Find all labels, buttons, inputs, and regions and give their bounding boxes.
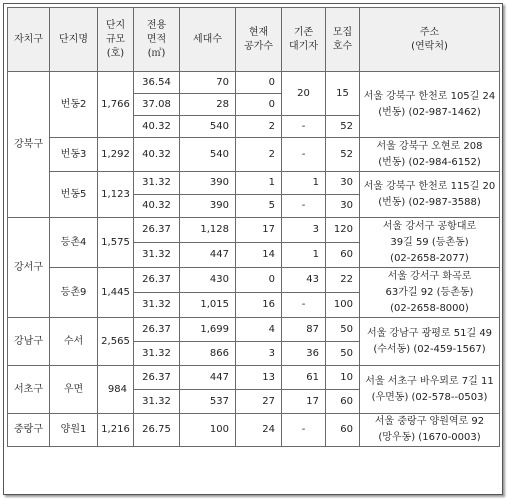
vacant-cell: 3 xyxy=(236,342,282,366)
households-cell: 28 xyxy=(180,94,236,116)
waiting-cell: 43 xyxy=(282,268,326,293)
address-cell: 서울 강북구 오현로 208 (번동) (02-984-6152) xyxy=(360,138,500,172)
area-cell: 40.32 xyxy=(134,116,180,138)
address-cell: 서울 강북구 한천로 105길 24 (번동) (02-987-1462) xyxy=(360,72,500,138)
recruit-cell: 60 xyxy=(326,243,360,268)
vacant-cell: 0 xyxy=(236,268,282,293)
address-cell: 서울 강남구 광평로 51길 49 (수서동) (02-459-1567) xyxy=(360,318,500,366)
recruit-cell: 100 xyxy=(326,293,360,318)
recruit-cell: 22 xyxy=(326,268,360,293)
households-cell: 447 xyxy=(180,243,236,268)
waiting-cell: 87 xyxy=(282,318,326,342)
header-recruit: 모집 호수 xyxy=(326,8,360,72)
households-cell: 866 xyxy=(180,342,236,366)
households-cell: 430 xyxy=(180,268,236,293)
address-cell: 서울 서초구 바우뫼로 7길 11 (우면동) (02-578--0503) xyxy=(360,366,500,414)
table-row xyxy=(8,366,500,390)
scale-cell: 1,766 xyxy=(98,72,134,138)
recruit-cell: 52 xyxy=(326,138,360,172)
complex-cell: 우면 xyxy=(50,366,98,414)
households-cell: 537 xyxy=(180,390,236,414)
households-cell: 1,699 xyxy=(180,318,236,342)
recruit-cell: 50 xyxy=(326,342,360,366)
table-row xyxy=(8,138,500,172)
waiting-cell: - xyxy=(282,138,326,172)
table-row xyxy=(8,268,500,293)
address-cell: 서울 강북구 한천로 115길 20 (번동) (02-987-3588) xyxy=(360,172,500,218)
recruit-cell: 52 xyxy=(326,116,360,138)
district-cell: 서초구 xyxy=(8,366,50,414)
housing-table xyxy=(7,7,500,447)
area-cell: 31.32 xyxy=(134,390,180,414)
recruit-cell: 30 xyxy=(326,195,360,218)
area-cell: 26.37 xyxy=(134,218,180,243)
households-cell: 540 xyxy=(180,138,236,172)
waiting-cell: 20 xyxy=(282,72,326,116)
scale-cell: 2,565 xyxy=(98,318,134,366)
waiting-cell: - xyxy=(282,293,326,318)
waiting-cell: - xyxy=(282,414,326,447)
table-row xyxy=(8,318,500,342)
vacant-cell: 4 xyxy=(236,318,282,342)
district-cell: 강북구 xyxy=(8,72,50,218)
vacant-cell: 17 xyxy=(236,218,282,243)
complex-cell: 수서 xyxy=(50,318,98,366)
vacant-cell: 14 xyxy=(236,243,282,268)
vacant-cell: 2 xyxy=(236,116,282,138)
households-cell: 390 xyxy=(180,195,236,218)
area-cell: 40.32 xyxy=(134,138,180,172)
households-cell: 70 xyxy=(180,72,236,94)
households-cell: 390 xyxy=(180,172,236,195)
scale-cell: 984 xyxy=(98,366,134,414)
recruit-cell: 10 xyxy=(326,366,360,390)
scale-cell: 1,216 xyxy=(98,414,134,447)
vacant-cell: 1 xyxy=(236,172,282,195)
complex-cell: 번동3 xyxy=(50,138,98,172)
vacant-cell: 2 xyxy=(236,138,282,172)
waiting-cell: - xyxy=(282,195,326,218)
vacant-cell: 13 xyxy=(236,366,282,390)
recruit-cell: 50 xyxy=(326,318,360,342)
waiting-cell: 1 xyxy=(282,243,326,268)
scale-cell: 1,445 xyxy=(98,268,134,318)
waiting-cell: 1 xyxy=(282,172,326,195)
header-scale: 단지 규모 (호) xyxy=(98,8,134,72)
area-cell: 31.32 xyxy=(134,293,180,318)
header-row xyxy=(8,8,500,72)
area-cell: 37.08 xyxy=(134,94,180,116)
waiting-cell: 3 xyxy=(282,218,326,243)
waiting-cell: 36 xyxy=(282,342,326,366)
waiting-cell: - xyxy=(282,116,326,138)
vacant-cell: 5 xyxy=(236,195,282,218)
recruit-cell: 120 xyxy=(326,218,360,243)
header-complex: 단지명 xyxy=(50,8,98,72)
address-cell: 서울 강서구 공항대로 39길 59 (등촌동) (02-2658-2077) xyxy=(360,218,500,268)
area-cell: 36.54 xyxy=(134,72,180,94)
address-cell: 서울 강서구 화곡로 63가길 92 (등촌동) (02-2658-8000) xyxy=(360,268,500,318)
district-cell: 중랑구 xyxy=(8,414,50,447)
vacant-cell: 0 xyxy=(236,94,282,116)
district-cell: 강서구 xyxy=(8,218,50,318)
table-row xyxy=(8,414,500,447)
header-waiting: 기존 대기자 xyxy=(282,8,326,72)
header-district: 자치구 xyxy=(8,8,50,72)
table-row xyxy=(8,218,500,243)
households-cell: 447 xyxy=(180,366,236,390)
scale-cell: 1,292 xyxy=(98,138,134,172)
district-cell: 강남구 xyxy=(8,318,50,366)
scale-cell: 1,575 xyxy=(98,218,134,268)
vacant-cell: 27 xyxy=(236,390,282,414)
complex-cell: 번동5 xyxy=(50,172,98,218)
table-row xyxy=(8,72,500,94)
recruit-cell: 15 xyxy=(326,72,360,116)
header-households: 세대수 xyxy=(180,8,236,72)
header-area: 전용 면적 (㎡) xyxy=(134,8,180,72)
waiting-cell: 61 xyxy=(282,366,326,390)
complex-cell: 번동2 xyxy=(50,72,98,138)
vacant-cell: 16 xyxy=(236,293,282,318)
header-vacant: 현재 공가수 xyxy=(236,8,282,72)
vacant-cell: 24 xyxy=(236,414,282,447)
header-address: 주소 (연락처) xyxy=(360,8,500,72)
households-cell: 1,015 xyxy=(180,293,236,318)
area-cell: 31.32 xyxy=(134,243,180,268)
recruit-cell: 60 xyxy=(326,414,360,447)
area-cell: 31.32 xyxy=(134,342,180,366)
area-cell: 26.75 xyxy=(134,414,180,447)
complex-cell: 양원1 xyxy=(50,414,98,447)
households-cell: 540 xyxy=(180,116,236,138)
recruit-cell: 30 xyxy=(326,172,360,195)
complex-cell: 등촌4 xyxy=(50,218,98,268)
area-cell: 26.37 xyxy=(134,268,180,293)
address-cell: 서울 중랑구 양원역로 92 (망우동) (1670-0003) xyxy=(360,414,500,447)
scale-cell: 1,123 xyxy=(98,172,134,218)
households-cell: 100 xyxy=(180,414,236,447)
area-cell: 26.37 xyxy=(134,366,180,390)
table-row xyxy=(8,172,500,195)
vacant-cell: 0 xyxy=(236,72,282,94)
complex-cell: 등촌9 xyxy=(50,268,98,318)
recruit-cell: 60 xyxy=(326,390,360,414)
area-cell: 26.37 xyxy=(134,318,180,342)
area-cell: 31.32 xyxy=(134,172,180,195)
waiting-cell: 17 xyxy=(282,390,326,414)
area-cell: 40.32 xyxy=(134,195,180,218)
households-cell: 1,128 xyxy=(180,218,236,243)
